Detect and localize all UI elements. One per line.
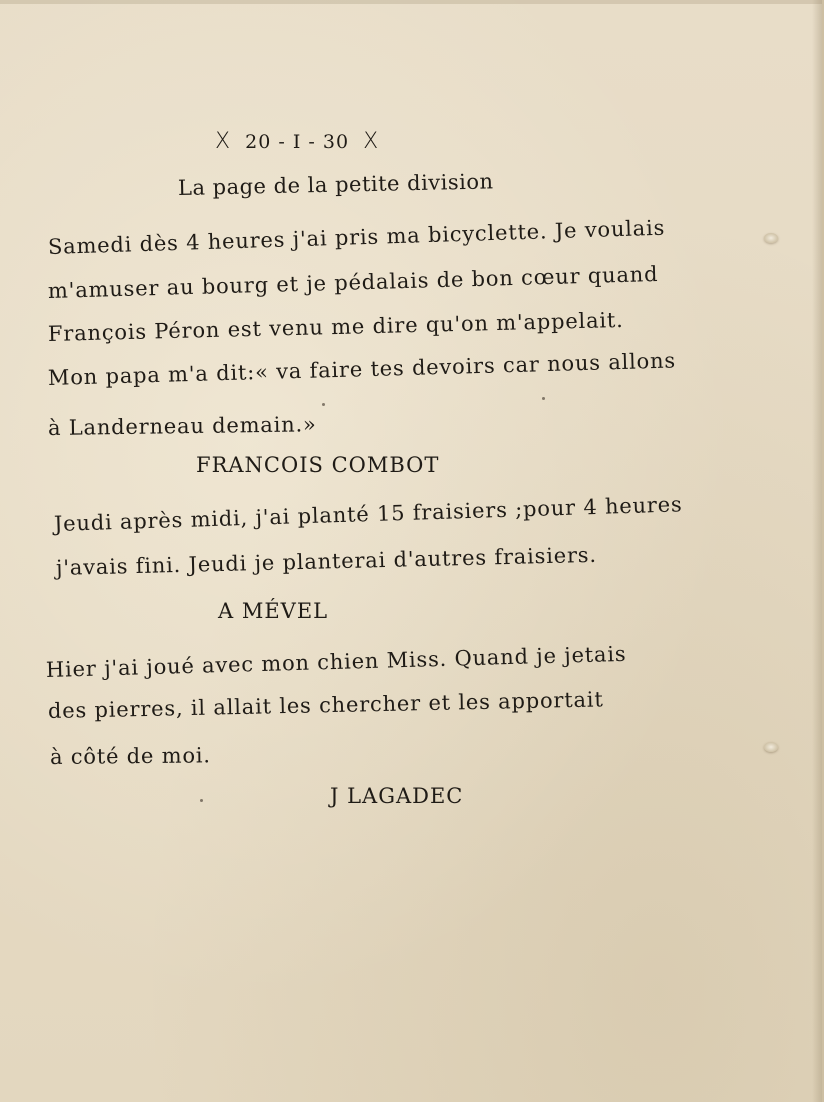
page-top-edge [0,0,822,4]
entry-3-line-1: Hier j'ai joué avec mon chien Miss. Quand je jetais [45,641,627,682]
entry-2-author: A MÉVEL [218,599,329,623]
entry-3-line-2: des pierres, il allait les chercher et les apportait [47,687,604,723]
date-mark-right: X [363,129,380,154]
page-title: La page de la petite division [177,169,494,200]
entry-1-line-2: m'amuser au bourg et je pédalais de bon cœur quand [47,261,659,303]
binding-hole-top [764,233,778,243]
ink-speck [542,397,545,400]
entry-1-line-4: Mon papa m'a dit:« va faire tes devoirs car nous allons [47,348,677,390]
entry-3-line-3: à côté de moi. [49,743,211,769]
entry-1-line-5: à Landerneau demain.» [47,412,317,440]
date-header [215,131,379,153]
ink-speck [200,799,203,802]
page-right-edge [812,0,822,1102]
entry-1-author: FRANCOIS COMBOT [196,453,440,477]
ink-speck [322,403,325,406]
binding-hole-bottom [764,742,778,752]
date-text: 20 - I - 30 [245,131,350,153]
entry-3-author: J LAGADEC [330,784,464,808]
entry-1-line-1: Samedi dès 4 heures j'ai pris ma bicyclette. Je voulais [47,215,666,259]
entry-2-line-2: j'avais fini. Jeudi je planterai d'autres fraisiers. [55,542,598,580]
entry-1-line-3: François Péron est venu me dire qu'on m'appelait. [47,307,624,346]
entry-2-line-1: Jeudi après midi, j'ai planté 15 fraisiers ;pour 4 heures [53,492,683,536]
date-mark-left: X [215,129,232,154]
